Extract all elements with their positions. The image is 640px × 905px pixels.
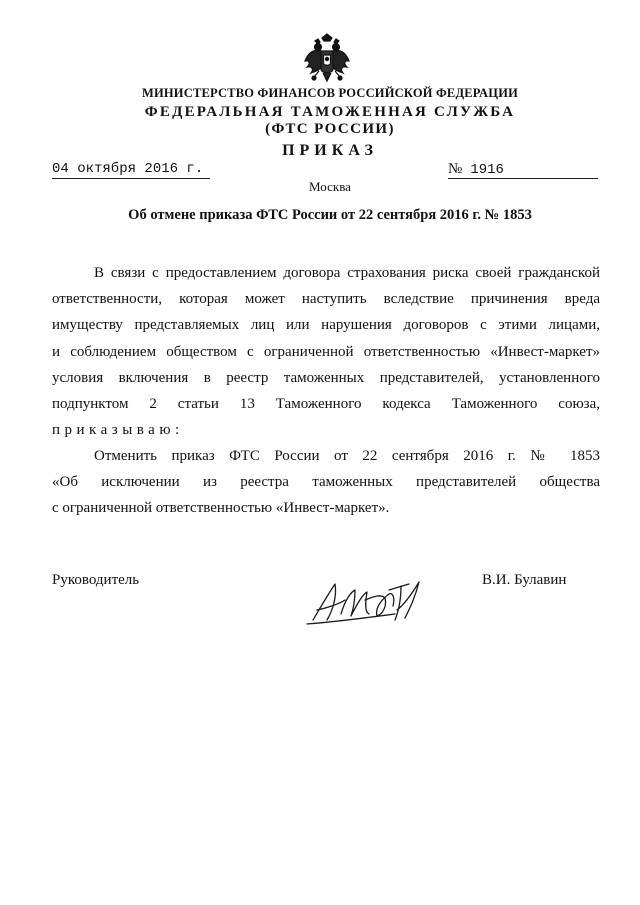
order-subject: Об отмене приказа ФТС России от 22 сентября 2016 г. № 1853 — [128, 207, 532, 223]
signer-position: Руководитель — [52, 572, 140, 588]
signer-name: В.И. Булавин — [482, 572, 567, 588]
service-abbreviation: (ФТС РОССИИ) — [265, 121, 395, 137]
order-number-field — [448, 161, 598, 179]
paragraph-line: условия включения в реестр таможенных представителей, установленного — [52, 369, 600, 386]
coat-of-arms-icon — [303, 33, 351, 85]
paragraph-line: Отменить приказ ФТС России от 22 сентября 2016 г. № 1853 — [94, 448, 600, 464]
paragraph-operative — [52, 443, 600, 522]
paragraph-preamble — [52, 260, 600, 443]
order-number: 1916 — [470, 162, 504, 178]
number-sign: № — [448, 161, 463, 177]
service-name: ФЕДЕРАЛЬНАЯ ТАМОЖЕННАЯ СЛУЖБА — [144, 104, 516, 120]
city: Москва — [309, 179, 351, 194]
paragraph-line: имуществу представляемых лиц или нарушения договоров с этими лицами, — [52, 317, 600, 334]
order-word: приказываю: — [52, 422, 184, 439]
handwritten-signature — [305, 570, 435, 632]
paragraph-line: В связи с предоставлением договора страхования риска своей гражданской — [94, 265, 600, 281]
order-date: 04 октября 2016 г. — [52, 161, 210, 179]
paragraph-line: с ограниченной ответственностью «Инвест-маркет». — [52, 500, 390, 517]
paragraph-line: «Об исключении из реестра таможенных представителей общества — [52, 474, 600, 491]
paragraph-line: ответственности, которая может наступить вследствие причинения вреда — [52, 291, 600, 308]
ministry-name: МИНИСТЕРСТВО ФИНАНСОВ РОССИЙСКОЙ ФЕДЕРАЦИИ — [141, 86, 519, 100]
paragraph-line: подпунктом 2 статьи 13 Таможенного кодекса Таможенного союза, — [52, 396, 600, 413]
paragraph-line: и соблюдением обществом с ограниченной ответственностью «Инвест-маркет» — [52, 343, 600, 360]
document-type-title: ПРИКАЗ — [282, 142, 378, 159]
